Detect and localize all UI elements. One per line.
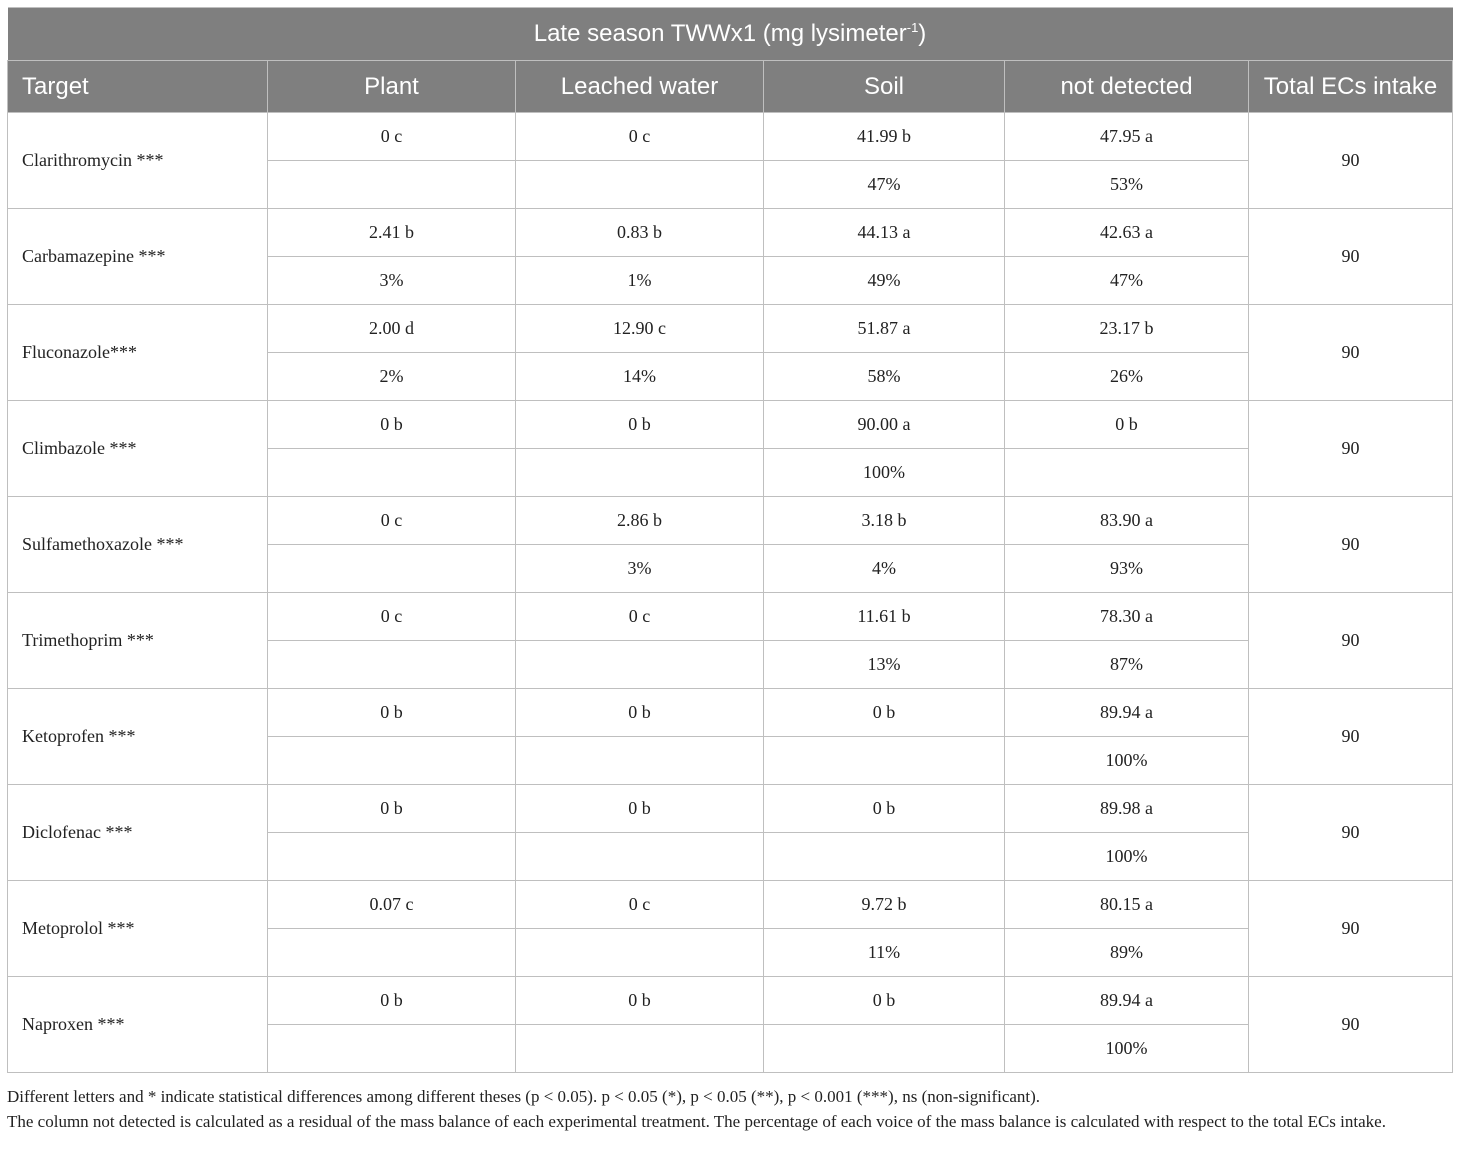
- not-detected-value-cell: 89.98 a: [1005, 785, 1249, 833]
- soil-percent-cell: 4%: [764, 545, 1005, 593]
- total-intake-cell: 90: [1249, 305, 1453, 401]
- table-row: [8, 209, 1453, 257]
- table-title-row: [8, 8, 1453, 61]
- soil-value-cell: 90.00 a: [764, 401, 1005, 449]
- leached-percent-cell: [516, 449, 764, 497]
- plant-percent-cell: [268, 737, 516, 785]
- soil-percent-cell: 13%: [764, 641, 1005, 689]
- soil-percent-cell: [764, 833, 1005, 881]
- not-detected-value-cell: 83.90 a: [1005, 497, 1249, 545]
- soil-value-cell: 0 b: [764, 689, 1005, 737]
- table-row: [8, 689, 1453, 737]
- target-cell: Clarithromycin ***: [8, 113, 268, 209]
- leached-percent-cell: [516, 1025, 764, 1073]
- soil-percent-cell: 11%: [764, 929, 1005, 977]
- not-detected-percent-cell: 47%: [1005, 257, 1249, 305]
- target-cell: Ketoprofen ***: [8, 689, 268, 785]
- mass-balance-table: [7, 7, 1453, 1073]
- leached-percent-cell: 3%: [516, 545, 764, 593]
- leached-value-cell: 0 c: [516, 881, 764, 929]
- table-row: [8, 497, 1453, 545]
- total-intake-cell: 90: [1249, 401, 1453, 497]
- plant-percent-cell: [268, 161, 516, 209]
- table-row: [8, 113, 1453, 161]
- soil-percent-cell: 58%: [764, 353, 1005, 401]
- not-detected-percent-cell: 89%: [1005, 929, 1249, 977]
- leached-percent-cell: 1%: [516, 257, 764, 305]
- plant-value-cell: 0 b: [268, 689, 516, 737]
- leached-value-cell: 0 c: [516, 593, 764, 641]
- soil-value-cell: 51.87 a: [764, 305, 1005, 353]
- leached-percent-cell: [516, 641, 764, 689]
- table-body: [8, 113, 1453, 1073]
- not-detected-value-cell: 80.15 a: [1005, 881, 1249, 929]
- plant-value-cell: 0 b: [268, 977, 516, 1025]
- plant-percent-cell: [268, 929, 516, 977]
- plant-value-cell: 0 c: [268, 497, 516, 545]
- soil-value-cell: 0 b: [764, 977, 1005, 1025]
- footnote-not-detected: The column not detected is calculated as a residual of the mass balance of each experimental treatment. The percentage of each voice of the mass balance is calculated with respect to the total ECs intake.: [7, 1112, 1386, 1131]
- target-cell: Naproxen ***: [8, 977, 268, 1073]
- total-intake-cell: 90: [1249, 497, 1453, 593]
- table-row: [8, 305, 1453, 353]
- soil-percent-cell: 100%: [764, 449, 1005, 497]
- total-intake-cell: 90: [1249, 977, 1453, 1073]
- not-detected-percent-cell: 26%: [1005, 353, 1249, 401]
- table-row: [8, 881, 1453, 929]
- not-detected-percent-cell: 87%: [1005, 641, 1249, 689]
- target-cell: Fluconazole***: [8, 305, 268, 401]
- total-intake-cell: 90: [1249, 785, 1453, 881]
- plant-percent-cell: [268, 545, 516, 593]
- not-detected-value-cell: 78.30 a: [1005, 593, 1249, 641]
- total-intake-cell: 90: [1249, 113, 1453, 209]
- total-intake-cell: 90: [1249, 689, 1453, 785]
- column-header-target: Target: [8, 61, 268, 113]
- target-cell: Trimethoprim ***: [8, 593, 268, 689]
- column-header-leached-water: Leached water: [516, 61, 764, 113]
- not-detected-percent-cell: 100%: [1005, 833, 1249, 881]
- not-detected-value-cell: 42.63 a: [1005, 209, 1249, 257]
- plant-value-cell: 2.41 b: [268, 209, 516, 257]
- not-detected-percent-cell: [1005, 449, 1249, 497]
- leached-value-cell: 0 b: [516, 977, 764, 1025]
- soil-value-cell: 3.18 b: [764, 497, 1005, 545]
- total-intake-cell: 90: [1249, 881, 1453, 977]
- plant-percent-cell: 2%: [268, 353, 516, 401]
- not-detected-value-cell: 0 b: [1005, 401, 1249, 449]
- plant-value-cell: 0 c: [268, 113, 516, 161]
- leached-percent-cell: [516, 929, 764, 977]
- leached-percent-cell: 14%: [516, 353, 764, 401]
- not-detected-value-cell: 47.95 a: [1005, 113, 1249, 161]
- table-title-text: Late season TWWx1 (mg lysimeter: [533, 20, 907, 47]
- not-detected-percent-cell: 100%: [1005, 1025, 1249, 1073]
- plant-percent-cell: [268, 1025, 516, 1073]
- plant-value-cell: 2.00 d: [268, 305, 516, 353]
- plant-percent-cell: [268, 641, 516, 689]
- target-cell: Diclofenac ***: [8, 785, 268, 881]
- soil-value-cell: 9.72 b: [764, 881, 1005, 929]
- table-title-superscript: -1: [906, 20, 919, 35]
- leached-percent-cell: [516, 737, 764, 785]
- plant-value-cell: 0 c: [268, 593, 516, 641]
- leached-percent-cell: [516, 833, 764, 881]
- leached-value-cell: 2.86 b: [516, 497, 764, 545]
- target-cell: Sulfamethoxazole ***: [8, 497, 268, 593]
- target-cell: Metoprolol ***: [8, 881, 268, 977]
- not-detected-value-cell: 89.94 a: [1005, 689, 1249, 737]
- leached-value-cell: 0 b: [516, 785, 764, 833]
- total-intake-cell: 90: [1249, 209, 1453, 305]
- soil-percent-cell: 47%: [764, 161, 1005, 209]
- column-header-total-intake: Total ECs intake: [1249, 61, 1453, 113]
- table-title: [8, 8, 1453, 61]
- soil-percent-cell: [764, 737, 1005, 785]
- not-detected-percent-cell: 93%: [1005, 545, 1249, 593]
- soil-value-cell: 11.61 b: [764, 593, 1005, 641]
- leached-value-cell: 0 b: [516, 689, 764, 737]
- soil-value-cell: 0 b: [764, 785, 1005, 833]
- plant-percent-cell: [268, 449, 516, 497]
- column-header-row: [8, 61, 1453, 113]
- table-title-closing: ): [918, 20, 927, 47]
- table-row: [8, 785, 1453, 833]
- leached-value-cell: 0 b: [516, 401, 764, 449]
- plant-percent-cell: 3%: [268, 257, 516, 305]
- not-detected-percent-cell: 100%: [1005, 737, 1249, 785]
- table-row: [8, 977, 1453, 1025]
- table-row: [8, 401, 1453, 449]
- not-detected-value-cell: 89.94 a: [1005, 977, 1249, 1025]
- not-detected-percent-cell: 53%: [1005, 161, 1249, 209]
- target-cell: Carbamazepine ***: [8, 209, 268, 305]
- column-header-soil: Soil: [764, 61, 1005, 113]
- total-intake-cell: 90: [1249, 593, 1453, 689]
- soil-percent-cell: 49%: [764, 257, 1005, 305]
- leached-percent-cell: [516, 161, 764, 209]
- target-cell: Climbazole ***: [8, 401, 268, 497]
- not-detected-value-cell: 23.17 b: [1005, 305, 1249, 353]
- column-header-not-detected: not detected: [1005, 61, 1249, 113]
- footnote-statistics: Different letters and * indicate statistical differences among different theses (p < 0.05). p < 0.05 (*), p < 0.05 (**), p < 0.001 (***), ns (non-significant).: [7, 1087, 1041, 1106]
- soil-percent-cell: [764, 1025, 1005, 1073]
- leached-value-cell: 12.90 c: [516, 305, 764, 353]
- leached-value-cell: 0 c: [516, 113, 764, 161]
- plant-value-cell: 0 b: [268, 785, 516, 833]
- soil-value-cell: 41.99 b: [764, 113, 1005, 161]
- table-row: [8, 593, 1453, 641]
- soil-value-cell: 44.13 a: [764, 209, 1005, 257]
- table-footnotes: [7, 1084, 1452, 1134]
- mass-balance-table-container: [7, 7, 1452, 1073]
- plant-value-cell: 0.07 c: [268, 881, 516, 929]
- column-header-plant: Plant: [268, 61, 516, 113]
- plant-value-cell: 0 b: [268, 401, 516, 449]
- leached-value-cell: 0.83 b: [516, 209, 764, 257]
- plant-percent-cell: [268, 833, 516, 881]
